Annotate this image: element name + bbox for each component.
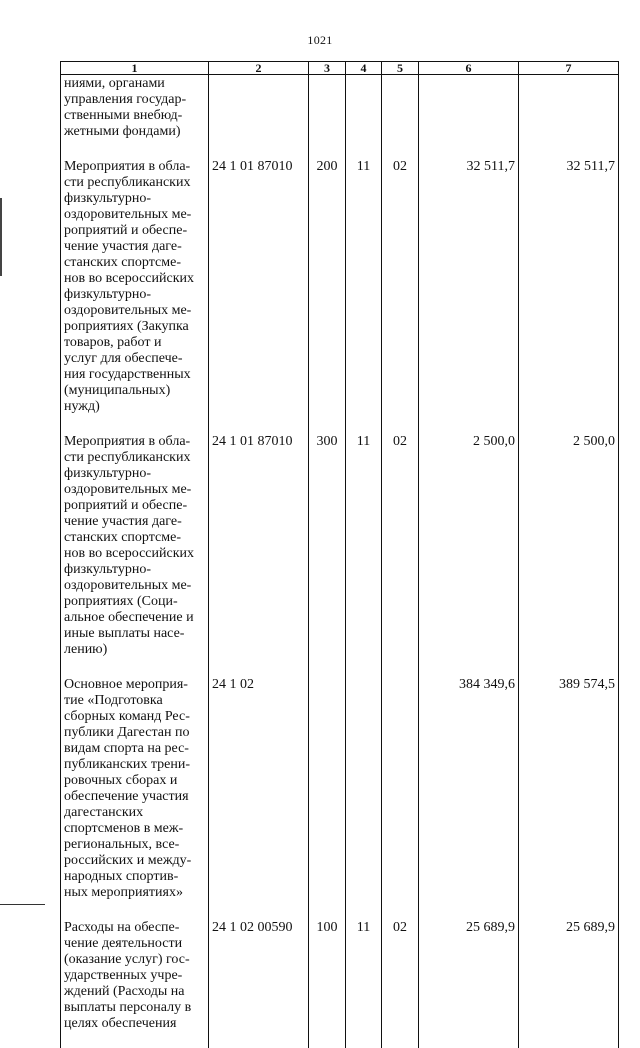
- name-line: (муниципальных): [64, 383, 205, 399]
- name-line: сти республиканских: [64, 450, 205, 466]
- table-row: [61, 431, 619, 674]
- name-line: станских спортсме-: [64, 255, 205, 271]
- section-code: 11: [346, 917, 382, 1048]
- table-body: [61, 75, 619, 1048]
- expense-type-code: 300: [309, 431, 346, 674]
- section-code: 11: [346, 156, 382, 431]
- budget-classification-code: 24 1 02 00590: [209, 917, 309, 1048]
- name-line: оздоровительных ме-: [64, 303, 205, 319]
- subsection-code: [382, 674, 419, 917]
- name-line: Мероприятия в обла-: [64, 434, 205, 450]
- name-line: станских спортсме-: [64, 530, 205, 546]
- expense-type-code: 100: [309, 917, 346, 1048]
- name-line: чение участия даге-: [64, 239, 205, 255]
- expense-item-name: [61, 75, 209, 157]
- amount-year-1: 32 511,7: [419, 156, 519, 431]
- subsection-code: 02: [382, 431, 419, 674]
- amount-year-2: 32 511,7: [519, 156, 619, 431]
- name-line: публиканских трени-: [64, 757, 205, 773]
- name-line: дагестанских: [64, 805, 205, 821]
- amount-year-1: 25 689,9: [419, 917, 519, 1048]
- name-line: Расходы на обеспе-: [64, 920, 205, 936]
- name-line: выплаты персоналу в: [64, 1000, 205, 1016]
- table-row: [61, 156, 619, 431]
- page-number: 1021: [0, 33, 640, 48]
- name-line: роприятий и обеспе-: [64, 223, 205, 239]
- name-line: (оказание услуг) гос-: [64, 952, 205, 968]
- column-header: 7: [519, 62, 619, 75]
- name-line: жетными фондами): [64, 124, 205, 140]
- name-line: российских и между-: [64, 853, 205, 869]
- name-line: целях обеспечения: [64, 1016, 205, 1032]
- expense-item-name: [61, 431, 209, 674]
- name-line: чение участия даге-: [64, 514, 205, 530]
- expense-type-code: 200: [309, 156, 346, 431]
- subsection-code: 02: [382, 917, 419, 1048]
- name-line: ждений (Расходы на: [64, 984, 205, 1000]
- name-line: нов во всероссийских: [64, 546, 205, 562]
- expense-item-name: [61, 156, 209, 431]
- name-line: ниями, органами: [64, 76, 205, 92]
- name-line: публики Дагестан по: [64, 725, 205, 741]
- amount-year-2: 25 689,9: [519, 917, 619, 1048]
- name-line: лению): [64, 642, 205, 658]
- column-header: 1: [61, 62, 209, 75]
- table-row: [61, 917, 619, 1048]
- name-line: физкультурно-: [64, 466, 205, 482]
- column-header: 3: [309, 62, 346, 75]
- name-line: оздоровительных ме-: [64, 482, 205, 498]
- name-line: сборных команд Рес-: [64, 709, 205, 725]
- budget-classification-code: 24 1 01 87010: [209, 431, 309, 674]
- table-header-row: [61, 62, 619, 75]
- amount-year-2: 2 500,0: [519, 431, 619, 674]
- name-line: роприятий и обеспе-: [64, 498, 205, 514]
- expense-type-code: [309, 674, 346, 917]
- expense-item-name: [61, 917, 209, 1048]
- subsection-code: [382, 75, 419, 157]
- table-row: [61, 674, 619, 917]
- name-line: Мероприятия в обла-: [64, 159, 205, 175]
- scan-margin-mark: [0, 198, 2, 276]
- name-line: иные выплаты насе-: [64, 626, 205, 642]
- name-line: народных спортив-: [64, 869, 205, 885]
- name-line: видам спорта на рес-: [64, 741, 205, 757]
- name-line: альное обеспечение и: [64, 610, 205, 626]
- name-line: ровочных сборах и: [64, 773, 205, 789]
- budget-classification-code: [209, 75, 309, 157]
- expense-type-code: [309, 75, 346, 157]
- name-line: роприятиях (Соци-: [64, 594, 205, 610]
- column-header: 4: [346, 62, 382, 75]
- name-line: нужд): [64, 399, 205, 415]
- name-line: региональных, все-: [64, 837, 205, 853]
- name-line: тие «Подготовка: [64, 693, 205, 709]
- name-line: роприятиях (Закупка: [64, 319, 205, 335]
- amount-year-2: [519, 75, 619, 157]
- amount-year-2: 389 574,5: [519, 674, 619, 917]
- name-line: оздоровительных ме-: [64, 578, 205, 594]
- section-code: 11: [346, 431, 382, 674]
- amount-year-1: 2 500,0: [419, 431, 519, 674]
- name-line: обеспечение участия: [64, 789, 205, 805]
- name-line: ния государственных: [64, 367, 205, 383]
- name-line: физкультурно-: [64, 562, 205, 578]
- name-line: ственными внебюд-: [64, 108, 205, 124]
- column-header: 5: [382, 62, 419, 75]
- budget-classification-code: 24 1 02: [209, 674, 309, 917]
- section-code: [346, 674, 382, 917]
- name-line: физкультурно-: [64, 287, 205, 303]
- name-line: физкультурно-: [64, 191, 205, 207]
- column-header: 2: [209, 62, 309, 75]
- name-line: чение деятельности: [64, 936, 205, 952]
- name-line: услуг для обеспече-: [64, 351, 205, 367]
- expense-item-name: [61, 674, 209, 917]
- budget-classification-code: 24 1 01 87010: [209, 156, 309, 431]
- amount-year-1: [419, 75, 519, 157]
- amount-year-1: 384 349,6: [419, 674, 519, 917]
- section-code: [346, 75, 382, 157]
- name-line: Основное мероприя-: [64, 677, 205, 693]
- subsection-code: 02: [382, 156, 419, 431]
- budget-table: [60, 61, 619, 1048]
- name-line: ных мероприятиях»: [64, 885, 205, 901]
- table-row: [61, 75, 619, 157]
- name-line: сти республиканских: [64, 175, 205, 191]
- name-line: ударственных учре-: [64, 968, 205, 984]
- column-header: 6: [419, 62, 519, 75]
- name-line: товаров, работ и: [64, 335, 205, 351]
- name-line: спортсменов в меж-: [64, 821, 205, 837]
- name-line: управления государ-: [64, 92, 205, 108]
- name-line: нов во всероссийских: [64, 271, 205, 287]
- name-line: оздоровительных ме-: [64, 207, 205, 223]
